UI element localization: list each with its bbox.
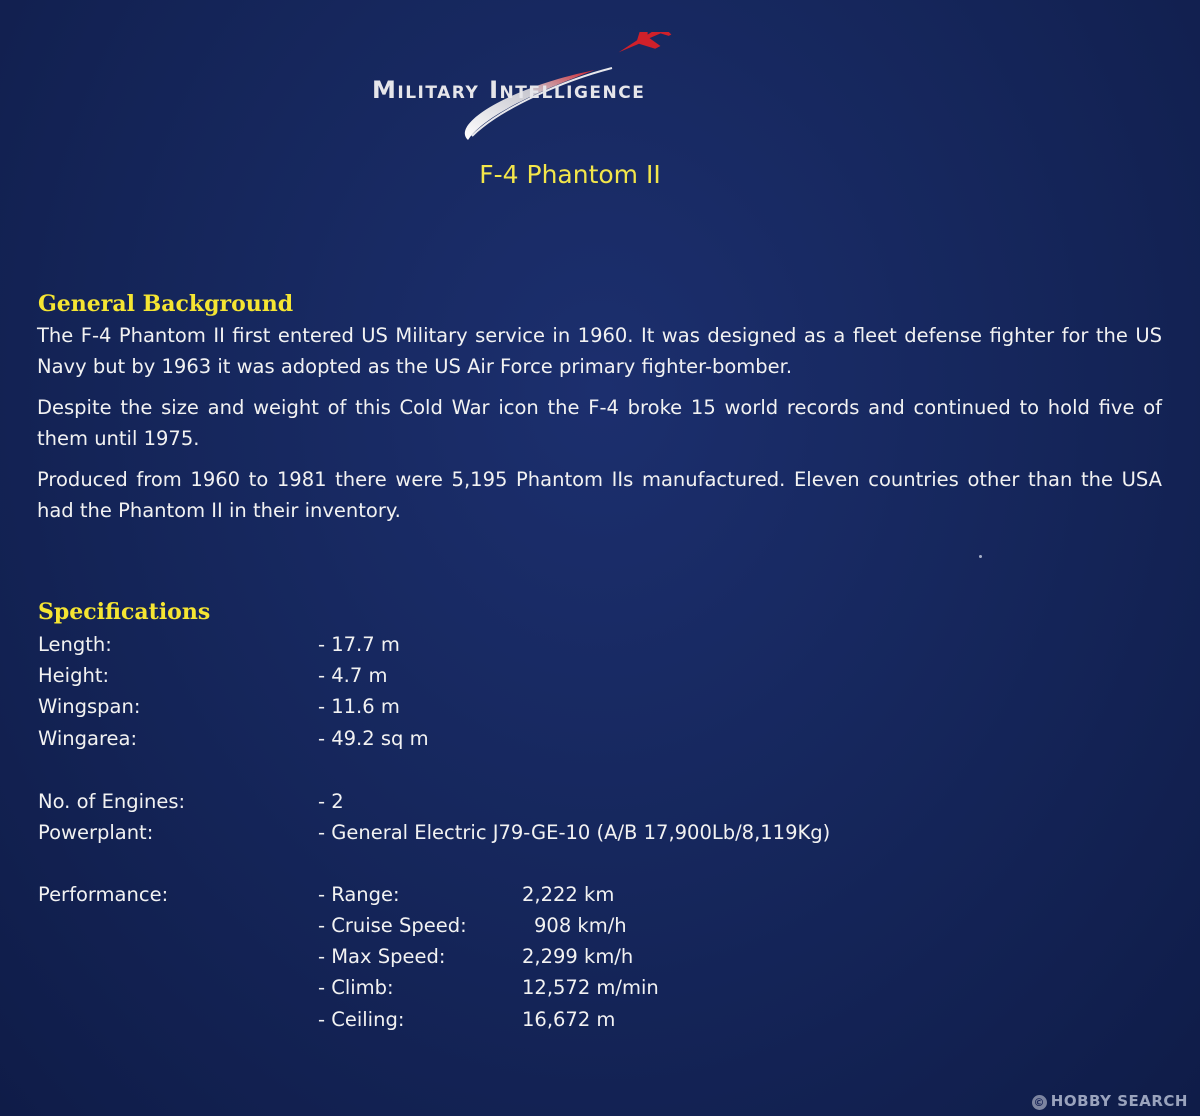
perf-value-climb: 12,572 m/min xyxy=(522,976,659,999)
spec-value-wingarea: - 49.2 sq m xyxy=(318,727,429,750)
spec-label-wingspan: Wingspan: xyxy=(38,695,141,718)
hobby-search-watermark xyxy=(1032,1092,1188,1110)
perf-name-max-speed: - Max Speed: xyxy=(318,945,446,968)
page-title: F-4 Phantom II xyxy=(479,160,661,189)
perf-name-ceiling: - Ceiling: xyxy=(318,1008,405,1031)
speck xyxy=(979,555,982,558)
copyright-icon: © xyxy=(1033,1096,1046,1109)
spec-value-powerplant: - General Electric J79-GE-10 (A/B 17,900Lb/8,119Kg) xyxy=(318,821,831,844)
spec-label-performance: Performance: xyxy=(38,883,169,906)
spec-label-engines: No. of Engines: xyxy=(38,790,186,813)
specifications-heading: Specifications xyxy=(38,599,211,625)
watermark-text: HOBBY SEARCH xyxy=(1050,1092,1188,1110)
spec-label-height: Height: xyxy=(38,664,110,687)
logo-text: Military Intelligence xyxy=(372,76,646,104)
background-paragraph: The F-4 Phantom II first entered US Military service in 1960. It was designed as a fleet defense fighter for the US Navy but by 1963 it was adopted as the US Air Force primary fighter-bomber. xyxy=(37,324,1162,378)
perf-name-cruise-speed: - Cruise Speed: xyxy=(318,914,467,937)
perf-name-climb: - Climb: xyxy=(318,976,394,999)
spec-value-length: - 17.7 m xyxy=(318,633,400,656)
spec-label-wingarea: Wingarea: xyxy=(38,727,138,750)
perf-value-range: 2,222 km xyxy=(522,883,615,906)
spec-label-length: Length: xyxy=(38,633,112,656)
background-paragraph: Produced from 1960 to 1981 there were 5,195 Phantom IIs manufactured. Eleven countries other than the USA had the Phantom II in their inventory. xyxy=(37,468,1162,522)
spec-value-wingspan: - 11.6 m xyxy=(318,695,400,718)
spec-label-powerplant: Powerplant: xyxy=(38,821,154,844)
perf-value-max-speed: 2,299 km/h xyxy=(522,945,634,968)
perf-value-ceiling: 16,672 m xyxy=(522,1008,616,1031)
spec-value-engines: - 2 xyxy=(318,790,344,813)
spec-value-height: - 4.7 m xyxy=(318,664,388,687)
military-intelligence-logo xyxy=(360,32,760,152)
background-paragraph: Despite the size and weight of this Cold War icon the F-4 broke 15 world records and continued to hold five of them until 1975. xyxy=(37,396,1162,450)
perf-name-range: - Range: xyxy=(318,883,400,906)
perf-value-cruise-speed: 908 km/h xyxy=(534,914,627,937)
general-background-heading: General Background xyxy=(38,291,294,317)
